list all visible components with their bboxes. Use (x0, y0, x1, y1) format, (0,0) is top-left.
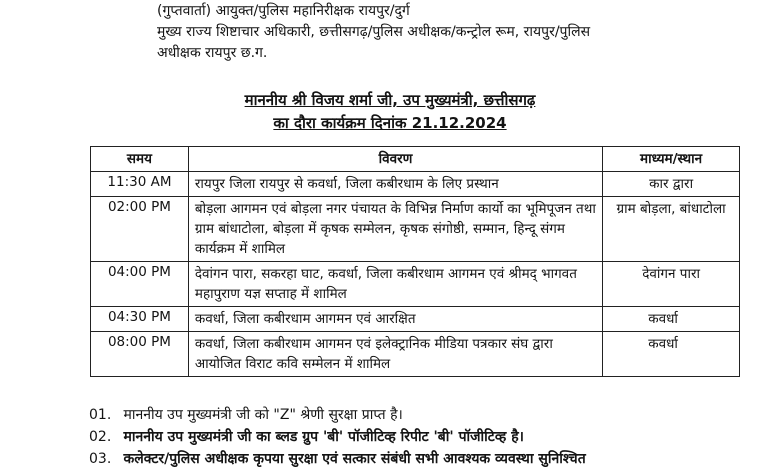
row-time: 11:30 AM (91, 172, 189, 197)
table-row (91, 307, 740, 332)
note-text: माननीय उप मुख्यमंत्री जी का ब्लड ग्रुप 'बी' पॉजीटिव्ह रिपीट 'बी' पॉजीटिव्ह है। (123, 429, 524, 445)
note-item (89, 404, 586, 426)
row-place: कार द्वारा (603, 172, 740, 197)
row-time: 08:00 PM (91, 332, 189, 377)
header-time: समय (91, 147, 189, 172)
document-title-line-2: का दौरा कार्यक्रम दिनांक 21.12.2024 (273, 114, 507, 132)
schedule-header-row (91, 147, 740, 172)
row-detail: बोड़ला आगमन एवं बोड़ला नगर पंचायत के विभिन्न निर्माण कार्यो का भूमिपूजन तथा ग्राम बांधाटोला, बोड़ला में कृषक सम्मेलन, कृषक संगोष्ठी, सम्मान, हिन्दू संगम कार्यक्रम में शामिल (188, 197, 602, 262)
schedule-table (90, 146, 740, 377)
notes-list (89, 404, 586, 470)
note-number: 02. (89, 429, 112, 445)
row-place: देवांगन पारा (603, 262, 740, 307)
header-detail: विवरण (188, 147, 602, 172)
recipient-line-1: (गुप्तवार्ता) आयुक्त/पुलिस महानिरीक्षक रायपुर/दुर्ग (157, 3, 410, 19)
row-detail: कवर्धा, जिला कबीरधाम आगमन एवं इलेक्ट्रानिक मीडिया पत्रकार संघ द्वारा आयोजित विराट कवि सम्मेलन में शामिल (188, 332, 602, 377)
recipient-line-3: अधीक्षक रायपुर छ.ग. (157, 45, 268, 61)
recipient-line-2: मुख्य राज्य शिष्टाचार अधिकारी, छत्तीसगढ़/पुलिस अधीक्षक/कन्ट्रोल रूम, रायपुर/पुलिस (157, 24, 591, 40)
table-row (91, 262, 740, 307)
note-item (89, 448, 586, 470)
row-detail: कवर्धा, जिला कबीरधाम आगमन एवं आरक्षित (188, 307, 602, 332)
row-place: ग्राम बोड़ला, बांधाटोला (603, 197, 740, 262)
table-row (91, 197, 740, 262)
document-title-line-1: माननीय श्री विजय शर्मा जी, उप मुख्यमंत्री, छत्तीसगढ़ (244, 91, 536, 109)
row-place: कवर्धा (603, 332, 740, 377)
table-row (91, 332, 740, 377)
table-row (91, 172, 740, 197)
note-number: 01. (89, 407, 112, 423)
header-place: माध्यम/स्थान (603, 147, 740, 172)
row-time: 04:00 PM (91, 262, 189, 307)
note-text: कलेक्टर/पुलिस अधीक्षक कृपया सुरक्षा एवं सत्कार संबंधी सभी आवश्यक व्यवस्था सुनिश्चित (123, 451, 586, 467)
recipient-lines (157, 0, 590, 64)
note-item (89, 426, 586, 448)
note-text: माननीय उप मुख्यमंत्री जी को "Z" श्रेणी सुरक्षा प्राप्त है। (123, 407, 403, 423)
row-time: 04:30 PM (91, 307, 189, 332)
row-detail: रायपुर जिला रायपुर से कवर्धा, जिला कबीरधाम के लिए प्रस्थान (188, 172, 602, 197)
row-time: 02:00 PM (91, 197, 189, 262)
note-number: 03. (89, 451, 112, 467)
row-detail: देवांगन पारा, सकरहा घाट, कवर्धा, जिला कबीरधाम आगमन एवं श्रीमद् भागवत महापुराण यज्ञ सप्ताह में शामिल (188, 262, 602, 307)
row-place: कवर्धा (603, 307, 740, 332)
